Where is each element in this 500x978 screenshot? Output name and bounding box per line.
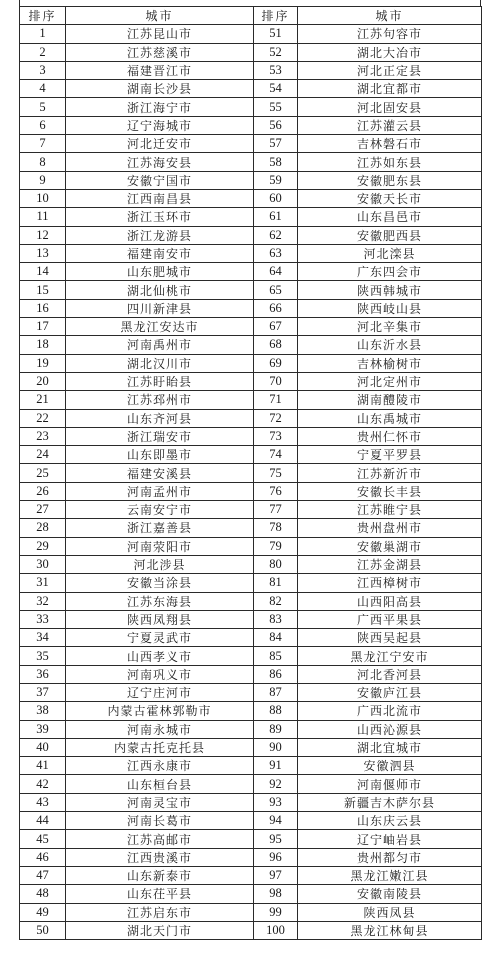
rank-right-cell: 58: [254, 153, 298, 171]
city-right-cell: 湖北宜都市: [298, 80, 482, 98]
table-row: [20, 80, 482, 98]
city-left-cell: 河南巩义市: [66, 665, 254, 683]
rank-left-cell: 47: [20, 866, 66, 884]
city-right-cell: 河北滦县: [298, 244, 482, 262]
table-row: [20, 885, 482, 903]
city-right-cell: 安徽南陵县: [298, 885, 482, 903]
header-rank-left: 排序: [20, 7, 66, 25]
rank-right-cell: 89: [254, 720, 298, 738]
city-right-cell: 陕西吴起县: [298, 629, 482, 647]
table-body: [20, 25, 482, 940]
table-row: [20, 866, 482, 884]
city-right-cell: 广东四会市: [298, 263, 482, 281]
rank-left-cell: 39: [20, 720, 66, 738]
table-row: [20, 665, 482, 683]
table-row: [20, 336, 482, 354]
rank-left-cell: 37: [20, 683, 66, 701]
rank-left-cell: 41: [20, 757, 66, 775]
city-right-cell: 湖北宜城市: [298, 738, 482, 756]
rank-left-cell: 14: [20, 263, 66, 281]
city-right-cell: 安徽巢湖市: [298, 537, 482, 555]
rank-left-cell: 26: [20, 482, 66, 500]
city-right-cell: 吉林榆树市: [298, 354, 482, 372]
city-left-cell: 浙江瑞安市: [66, 427, 254, 445]
table-row: [20, 629, 482, 647]
rank-right-cell: 68: [254, 336, 298, 354]
city-left-cell: 江苏盱眙县: [66, 372, 254, 390]
city-right-cell: 河北定州市: [298, 372, 482, 390]
city-left-cell: 河南长葛市: [66, 812, 254, 830]
city-right-cell: 新疆吉木萨尔县: [298, 793, 482, 811]
rank-left-cell: 27: [20, 501, 66, 519]
city-left-cell: 江苏东海县: [66, 592, 254, 610]
city-left-cell: 山西孝义市: [66, 647, 254, 665]
rank-right-cell: 56: [254, 116, 298, 134]
city-left-cell: 浙江玉环市: [66, 208, 254, 226]
city-left-cell: 黑龙江安达市: [66, 318, 254, 336]
table-header-row: [20, 7, 482, 25]
city-right-cell: 江苏如东县: [298, 153, 482, 171]
city-left-cell: 山东即墨市: [66, 446, 254, 464]
city-right-cell: 安徽泗县: [298, 757, 482, 775]
rank-right-cell: 96: [254, 848, 298, 866]
table-row: [20, 812, 482, 830]
rank-right-cell: 85: [254, 647, 298, 665]
city-right-cell: 安徽肥西县: [298, 226, 482, 244]
rank-left-cell: 25: [20, 464, 66, 482]
city-left-cell: 浙江嘉善县: [66, 519, 254, 537]
rank-left-cell: 6: [20, 116, 66, 134]
city-right-cell: 贵州盘州市: [298, 519, 482, 537]
rank-right-cell: 97: [254, 866, 298, 884]
rank-right-cell: 59: [254, 171, 298, 189]
rank-left-cell: 28: [20, 519, 66, 537]
city-right-cell: 河北香河县: [298, 665, 482, 683]
city-left-cell: 江西贵溪市: [66, 848, 254, 866]
rank-left-cell: 49: [20, 903, 66, 921]
rank-left-cell: 7: [20, 135, 66, 153]
city-left-cell: 山东新泰市: [66, 866, 254, 884]
city-right-cell: 山东庆云县: [298, 812, 482, 830]
table-row: [20, 135, 482, 153]
rank-left-cell: 9: [20, 171, 66, 189]
rank-right-cell: 88: [254, 702, 298, 720]
rank-right-cell: 80: [254, 555, 298, 573]
city-left-cell: 江西永康市: [66, 757, 254, 775]
city-right-cell: 宁夏平罗县: [298, 446, 482, 464]
rank-left-cell: 13: [20, 244, 66, 262]
city-right-cell: 安徽天长市: [298, 189, 482, 207]
table-row: [20, 738, 482, 756]
rank-right-cell: 67: [254, 318, 298, 336]
table-row: [20, 116, 482, 134]
rank-right-cell: 87: [254, 683, 298, 701]
table-row: [20, 683, 482, 701]
city-left-cell: 湖北汉川市: [66, 354, 254, 372]
city-left-cell: 江苏慈溪市: [66, 43, 254, 61]
table-row: [20, 281, 482, 299]
table-row: [20, 647, 482, 665]
city-left-cell: 河北涉县: [66, 555, 254, 573]
city-left-cell: 山东肥城市: [66, 263, 254, 281]
rank-right-cell: 91: [254, 757, 298, 775]
city-right-cell: 黑龙江宁安市: [298, 647, 482, 665]
city-left-cell: 江苏启东市: [66, 903, 254, 921]
rank-right-cell: 55: [254, 98, 298, 116]
rank-right-cell: 84: [254, 629, 298, 647]
city-left-cell: 江苏海安县: [66, 153, 254, 171]
table-row: [20, 354, 482, 372]
rank-left-cell: 30: [20, 555, 66, 573]
rank-right-cell: 53: [254, 61, 298, 79]
rank-left-cell: 19: [20, 354, 66, 372]
rank-left-cell: 4: [20, 80, 66, 98]
table-row: [20, 757, 482, 775]
rank-left-cell: 29: [20, 537, 66, 555]
table-row: [20, 318, 482, 336]
city-right-cell: 河北固安县: [298, 98, 482, 116]
rank-right-cell: 77: [254, 501, 298, 519]
city-left-cell: 山东桓台县: [66, 775, 254, 793]
rank-right-cell: 73: [254, 427, 298, 445]
table-row: [20, 702, 482, 720]
city-left-cell: 四川新津县: [66, 299, 254, 317]
city-left-cell: 湖北天门市: [66, 921, 254, 939]
rank-right-cell: 90: [254, 738, 298, 756]
city-right-cell: 山东昌邑市: [298, 208, 482, 226]
rank-right-cell: 52: [254, 43, 298, 61]
rank-right-cell: 57: [254, 135, 298, 153]
table-row: [20, 793, 482, 811]
rank-left-cell: 16: [20, 299, 66, 317]
table-row: [20, 830, 482, 848]
rank-right-cell: 82: [254, 592, 298, 610]
rank-left-cell: 24: [20, 446, 66, 464]
rank-left-cell: 11: [20, 208, 66, 226]
table-row: [20, 244, 482, 262]
table-row: [20, 592, 482, 610]
rank-right-cell: 62: [254, 226, 298, 244]
city-left-cell: 山东齐河县: [66, 409, 254, 427]
table-row: [20, 903, 482, 921]
rank-left-cell: 15: [20, 281, 66, 299]
rank-left-cell: 22: [20, 409, 66, 427]
table-row: [20, 189, 482, 207]
table-row: [20, 610, 482, 628]
rank-right-cell: 54: [254, 80, 298, 98]
rank-left-cell: 42: [20, 775, 66, 793]
city-left-cell: 江苏昆山市: [66, 25, 254, 43]
rank-right-cell: 70: [254, 372, 298, 390]
city-left-cell: 河北迁安市: [66, 135, 254, 153]
table-row: [20, 263, 482, 281]
rank-right-cell: 92: [254, 775, 298, 793]
rank-right-cell: 63: [254, 244, 298, 262]
rank-right-cell: 86: [254, 665, 298, 683]
city-left-cell: 福建安溪县: [66, 464, 254, 482]
city-left-cell: 辽宁海城市: [66, 116, 254, 134]
table-row: [20, 427, 482, 445]
rank-right-cell: 79: [254, 537, 298, 555]
rank-right-cell: 69: [254, 354, 298, 372]
rank-right-cell: 78: [254, 519, 298, 537]
rank-left-cell: 40: [20, 738, 66, 756]
city-left-cell: 河南永城市: [66, 720, 254, 738]
rank-right-cell: 93: [254, 793, 298, 811]
rank-left-cell: 35: [20, 647, 66, 665]
city-left-cell: 内蒙古托克托县: [66, 738, 254, 756]
city-right-cell: 江苏句容市: [298, 25, 482, 43]
table-row: [20, 848, 482, 866]
rank-left-cell: 12: [20, 226, 66, 244]
table-row: [20, 299, 482, 317]
city-left-cell: 湖北仙桃市: [66, 281, 254, 299]
table-row: [20, 519, 482, 537]
header-rank-right: 排序: [254, 7, 298, 25]
city-right-cell: 安徽肥东县: [298, 171, 482, 189]
rank-right-cell: 81: [254, 574, 298, 592]
city-right-cell: 江西樟树市: [298, 574, 482, 592]
city-left-cell: 福建南安市: [66, 244, 254, 262]
rank-left-cell: 18: [20, 336, 66, 354]
rank-left-cell: 45: [20, 830, 66, 848]
city-left-cell: 福建晋江市: [66, 61, 254, 79]
rank-left-cell: 32: [20, 592, 66, 610]
city-left-cell: 陕西凤翔县: [66, 610, 254, 628]
city-left-cell: 安徽宁国市: [66, 171, 254, 189]
table-row: [20, 43, 482, 61]
city-right-cell: 黑龙江嫩江县: [298, 866, 482, 884]
rank-right-cell: 99: [254, 903, 298, 921]
city-left-cell: 江苏邳州市: [66, 391, 254, 409]
city-right-cell: 贵州仁怀市: [298, 427, 482, 445]
rank-right-cell: 64: [254, 263, 298, 281]
table-row: [20, 775, 482, 793]
city-right-cell: 江苏睢宁县: [298, 501, 482, 519]
rank-right-cell: 83: [254, 610, 298, 628]
table-row: [20, 61, 482, 79]
city-left-cell: 山东茌平县: [66, 885, 254, 903]
table-row: [20, 25, 482, 43]
city-right-cell: 陕西岐山县: [298, 299, 482, 317]
table-row: [20, 464, 482, 482]
city-right-cell: 湖北大冶市: [298, 43, 482, 61]
city-right-cell: 山西沁源县: [298, 720, 482, 738]
rank-left-cell: 43: [20, 793, 66, 811]
table-row: [20, 153, 482, 171]
city-left-cell: 浙江海宁市: [66, 98, 254, 116]
table-row: [20, 482, 482, 500]
table-row: [20, 501, 482, 519]
rank-left-cell: 23: [20, 427, 66, 445]
header-city-left: 城市: [66, 7, 254, 25]
rank-left-cell: 33: [20, 610, 66, 628]
city-left-cell: 安徽当涂县: [66, 574, 254, 592]
rank-right-cell: 61: [254, 208, 298, 226]
table-row: [20, 98, 482, 116]
county-ranking-table: [19, 6, 482, 940]
city-right-cell: 吉林磐石市: [298, 135, 482, 153]
table-row: [20, 537, 482, 555]
rank-left-cell: 31: [20, 574, 66, 592]
city-left-cell: 河南灵宝市: [66, 793, 254, 811]
city-right-cell: 河北辛集市: [298, 318, 482, 336]
table-row: [20, 555, 482, 573]
city-right-cell: 山东沂水县: [298, 336, 482, 354]
table-row: [20, 921, 482, 939]
table-row: [20, 208, 482, 226]
city-right-cell: 河南偃师市: [298, 775, 482, 793]
rank-left-cell: 17: [20, 318, 66, 336]
city-right-cell: 湖南醴陵市: [298, 391, 482, 409]
city-left-cell: 宁夏灵武市: [66, 629, 254, 647]
city-right-cell: 江苏金湖县: [298, 555, 482, 573]
rank-right-cell: 100: [254, 921, 298, 939]
table-row: [20, 409, 482, 427]
rank-right-cell: 75: [254, 464, 298, 482]
table-row: [20, 720, 482, 738]
rank-right-cell: 66: [254, 299, 298, 317]
city-left-cell: 浙江龙游县: [66, 226, 254, 244]
rank-right-cell: 94: [254, 812, 298, 830]
city-left-cell: 内蒙古霍林郭勒市: [66, 702, 254, 720]
rank-right-cell: 95: [254, 830, 298, 848]
header-city-right: 城市: [298, 7, 482, 25]
rank-left-cell: 46: [20, 848, 66, 866]
rank-left-cell: 50: [20, 921, 66, 939]
city-left-cell: 江西南昌县: [66, 189, 254, 207]
table-row: [20, 372, 482, 390]
rank-left-cell: 2: [20, 43, 66, 61]
rank-left-cell: 3: [20, 61, 66, 79]
rank-left-cell: 21: [20, 391, 66, 409]
rank-right-cell: 51: [254, 25, 298, 43]
city-right-cell: 贵州都匀市: [298, 848, 482, 866]
city-right-cell: 辽宁岫岩县: [298, 830, 482, 848]
city-right-cell: 陕西韩城市: [298, 281, 482, 299]
city-right-cell: 江苏新沂市: [298, 464, 482, 482]
city-right-cell: 山东禹城市: [298, 409, 482, 427]
table-row: [20, 446, 482, 464]
city-left-cell: 湖南长沙县: [66, 80, 254, 98]
rank-right-cell: 76: [254, 482, 298, 500]
city-right-cell: 安徽庐江县: [298, 683, 482, 701]
rank-left-cell: 10: [20, 189, 66, 207]
city-right-cell: 黑龙江林甸县: [298, 921, 482, 939]
city-left-cell: 辽宁庄河市: [66, 683, 254, 701]
rank-left-cell: 1: [20, 25, 66, 43]
rank-left-cell: 44: [20, 812, 66, 830]
city-right-cell: 江苏灌云县: [298, 116, 482, 134]
rank-right-cell: 98: [254, 885, 298, 903]
table-row: [20, 226, 482, 244]
rank-left-cell: 20: [20, 372, 66, 390]
rank-left-cell: 8: [20, 153, 66, 171]
rank-right-cell: 72: [254, 409, 298, 427]
city-right-cell: 广西平果县: [298, 610, 482, 628]
city-left-cell: 河南荥阳市: [66, 537, 254, 555]
rank-left-cell: 5: [20, 98, 66, 116]
city-right-cell: 安徽长丰县: [298, 482, 482, 500]
table-row: [20, 574, 482, 592]
city-left-cell: 云南安宁市: [66, 501, 254, 519]
rank-right-cell: 60: [254, 189, 298, 207]
rank-left-cell: 34: [20, 629, 66, 647]
rank-right-cell: 71: [254, 391, 298, 409]
rank-right-cell: 74: [254, 446, 298, 464]
rank-left-cell: 36: [20, 665, 66, 683]
city-left-cell: 河南禹州市: [66, 336, 254, 354]
city-left-cell: 江苏高邮市: [66, 830, 254, 848]
table-row: [20, 171, 482, 189]
city-right-cell: 山西阳高县: [298, 592, 482, 610]
city-left-cell: 河南孟州市: [66, 482, 254, 500]
rank-right-cell: 65: [254, 281, 298, 299]
rank-left-cell: 48: [20, 885, 66, 903]
city-right-cell: 河北正定县: [298, 61, 482, 79]
table-row: [20, 391, 482, 409]
city-right-cell: 陕西凤县: [298, 903, 482, 921]
rank-left-cell: 38: [20, 702, 66, 720]
city-right-cell: 广西北流市: [298, 702, 482, 720]
